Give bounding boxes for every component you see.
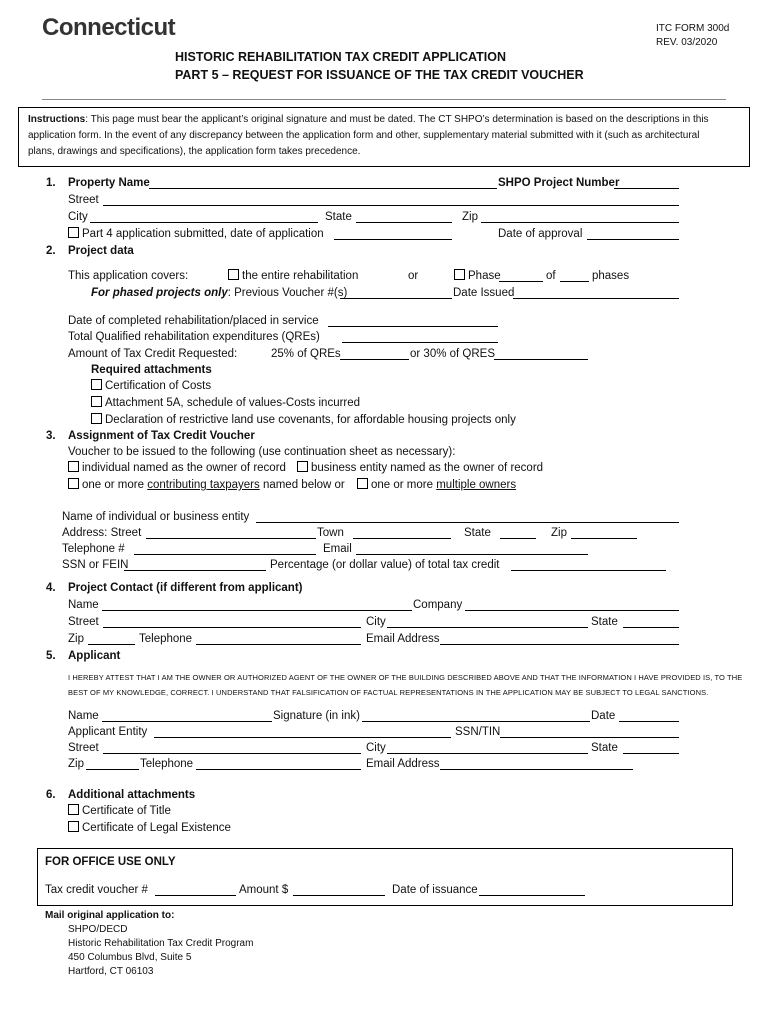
certificate-legal-option[interactable]: Certificate of Legal Existence [68, 821, 231, 835]
contributing-taxpayers-option[interactable]: one or more contributing taxpayers named below or [68, 478, 345, 492]
attachment-covenants[interactable]: Declaration of restrictive land use covenants, for affordable housing projects only [91, 413, 516, 427]
mail-line-3: 450 Columbus Blvd, Suite 5 [68, 952, 192, 963]
shpo-project-number-label: SHPO Project Number [498, 177, 620, 189]
section-3-number: 3. [46, 430, 56, 442]
business-entity-option[interactable]: business entity named as the owner of record [297, 461, 543, 475]
required-attachments-heading: Required attachments [91, 364, 212, 376]
part4-date-field[interactable] [334, 239, 452, 240]
zip-field[interactable] [481, 222, 679, 223]
phase-number-field[interactable] [499, 281, 543, 282]
contact-email-label: Email Address [366, 633, 440, 645]
office-use-heading: FOR OFFICE USE ONLY [45, 856, 176, 868]
multiple-owners-option[interactable]: one or more multiple owners [357, 478, 516, 492]
office-amount-label: Amount $ [239, 884, 289, 896]
date-completed-field[interactable] [328, 326, 498, 327]
company-label: Company [413, 599, 463, 611]
property-name-field[interactable] [149, 188, 497, 189]
contact-street-field[interactable] [103, 627, 361, 628]
contact-zip-label: Zip [68, 633, 84, 645]
phase-total-field[interactable] [560, 281, 589, 282]
voucher-issued-to-text: Voucher to be issued to the following (use continuation sheet as necessary): [68, 446, 456, 458]
name-individual-field[interactable] [256, 522, 679, 523]
form-revision: REV. 03/2020 [656, 37, 718, 48]
company-field[interactable] [465, 610, 679, 611]
certificate-title-checkbox[interactable] [68, 804, 79, 815]
applicant-name-field[interactable] [102, 721, 272, 722]
contact-state-label: State [591, 616, 618, 628]
phase-checkbox[interactable] [454, 269, 465, 280]
phases-text: phases [592, 270, 630, 282]
contact-name-field[interactable] [102, 610, 412, 611]
business-entity-checkbox[interactable] [297, 461, 308, 472]
date-of-approval-field[interactable] [587, 239, 679, 240]
applicant-telephone-label: Telephone [140, 758, 194, 770]
contact-telephone-field[interactable] [196, 644, 361, 645]
contact-telephone-label: Telephone [139, 633, 193, 645]
additional-attachments-heading: Additional attachments [68, 789, 196, 801]
form-title: HISTORIC REHABILITATION TAX CREDIT APPLICATION [175, 50, 507, 64]
individual-owner-option[interactable]: individual named as the owner of record [68, 461, 286, 475]
project-data-heading: Project data [68, 245, 134, 257]
pct30-label: or 30% of QRES [410, 348, 496, 360]
date-of-approval-label: Date of approval [498, 228, 583, 240]
connecticut-logo: Connecticut [42, 14, 176, 41]
contributing-taxpayers-checkbox[interactable] [68, 478, 79, 489]
percentage-field[interactable] [511, 570, 666, 571]
date-issued-label: Date Issued [453, 287, 515, 299]
mail-to-label: Mail original application to: [45, 910, 175, 921]
email-label: Email [323, 543, 352, 555]
attachment-cost-cert[interactable]: Certification of Costs [91, 379, 211, 393]
phase-option[interactable]: Phase [454, 269, 501, 283]
section-2-number: 2. [46, 245, 56, 257]
certificate-legal-checkbox[interactable] [68, 821, 79, 832]
covenants-checkbox[interactable] [91, 413, 102, 424]
header-divider [42, 99, 726, 100]
applicant-street-field[interactable] [103, 753, 361, 754]
contact-city-label: City [366, 616, 386, 628]
contact-zip-field[interactable] [88, 644, 135, 645]
assign-state-label: State [464, 527, 491, 539]
phased-projects-row: For phased projects only: Previous Voucher #(s) [91, 287, 348, 299]
street-label: Street [68, 194, 99, 206]
or-text: or [408, 270, 419, 282]
form-number: ITC FORM 300d [656, 23, 730, 34]
amount-requested-label: Amount of Tax Credit Requested: [68, 348, 238, 360]
applicant-state-label: State [591, 742, 618, 754]
certificate-title-option[interactable]: Certificate of Title [68, 804, 171, 818]
attachment-5a[interactable]: Attachment 5A, schedule of values-Costs incurred [91, 396, 360, 410]
shpo-project-number-field[interactable] [614, 188, 679, 189]
part4-checkbox[interactable] [68, 227, 79, 238]
city-label: City [68, 211, 88, 223]
form-subtitle: PART 5 – REQUEST FOR ISSUANCE OF THE TAX CREDIT VOUCHER [175, 68, 584, 82]
mail-line-4: Hartford, CT 06103 [68, 966, 154, 977]
applicant-city-field[interactable] [387, 753, 588, 754]
attachment-5a-checkbox[interactable] [91, 396, 102, 407]
name-individual-label: Name of individual or business entity [62, 511, 250, 523]
date-completed-label: Date of completed rehabilitation/placed in service [68, 315, 319, 327]
signature-field[interactable] [362, 721, 590, 722]
town-label: Town [317, 527, 344, 539]
instructions-line-1: Instructions: This page must bear the applicant’s original signature and must be dated. The CT SHPO’s determination is based on the descriptions in this [28, 114, 709, 125]
contact-state-field[interactable] [623, 627, 679, 628]
pct25-field[interactable] [340, 359, 409, 360]
applicant-telephone-field[interactable] [196, 769, 361, 770]
applicant-email-label: Email Address [366, 758, 440, 770]
pct25-label: 25% of QREs [271, 348, 341, 360]
section-5-number: 5. [46, 650, 56, 662]
cost-cert-checkbox[interactable] [91, 379, 102, 390]
pct30-field[interactable] [494, 359, 588, 360]
contact-email-field[interactable] [440, 644, 679, 645]
telephone-label: Telephone # [62, 543, 125, 555]
total-qre-label: Total Qualified rehabilitation expenditures (QREs) [68, 331, 320, 343]
assign-zip-label: Zip [551, 527, 567, 539]
contact-name-label: Name [68, 599, 99, 611]
entire-rehab-option[interactable]: the entire rehabilitation [228, 269, 358, 283]
mail-line-1: SHPO/DECD [68, 924, 128, 935]
application-covers-label: This application covers: [68, 270, 189, 282]
street-field[interactable] [103, 205, 679, 206]
town-field[interactable] [353, 538, 451, 539]
date-issued-field[interactable] [513, 298, 679, 299]
state-label: State [325, 211, 352, 223]
property-name-label: Property Name [68, 177, 150, 189]
signature-label: Signature (in ink) [273, 710, 360, 722]
section-6-number: 6. [46, 789, 56, 801]
project-contact-heading: Project Contact (if different from applicant) [68, 582, 303, 594]
previous-voucher-field[interactable] [340, 298, 452, 299]
multiple-owners-checkbox[interactable] [357, 478, 368, 489]
section-1-number: 1. [46, 177, 56, 189]
applicant-zip-field[interactable] [86, 769, 139, 770]
assign-zip-field[interactable] [571, 538, 637, 539]
email-field[interactable] [356, 554, 588, 555]
ssn-tin-field[interactable] [500, 737, 679, 738]
ssn-fein-field[interactable] [124, 570, 266, 571]
mail-line-2: Historic Rehabilitation Tax Credit Program [68, 938, 254, 949]
section-4-number: 4. [46, 582, 56, 594]
applicant-date-field[interactable] [619, 721, 679, 722]
telephone-field[interactable] [134, 554, 316, 555]
percentage-label: Percentage (or dollar value) of total tax credit [270, 559, 500, 571]
contact-street-label: Street [68, 616, 99, 628]
address-street-label: Address: Street [62, 527, 142, 539]
address-street-field[interactable] [146, 538, 316, 539]
of-text: of [546, 270, 556, 282]
total-qre-field[interactable] [342, 342, 498, 343]
zip-label: Zip [462, 211, 478, 223]
date-of-issuance-label: Date of issuance [392, 884, 478, 896]
contact-city-field[interactable] [387, 627, 588, 628]
instructions-line-3: plans, drawings and specifications), the application form takes precedence. [28, 146, 361, 157]
part4-submitted-checkbox-row[interactable]: Part 4 application submitted, date of application [68, 227, 324, 241]
attestation-line-2: BEST OF MY KNOWLEDGE, CORRECT. I UNDERSTAND THAT FALSIFICATION OF FACTUAL REPRESENTATIONS IN THE APPLICATION MAY BE SUBJECT TO LEGAL SANCTIONS. [68, 688, 709, 697]
ssn-tin-label: SSN/TIN [455, 726, 501, 738]
applicant-entity-label: Applicant Entity [68, 726, 148, 738]
assign-state-field[interactable] [500, 538, 536, 539]
applicant-city-label: City [366, 742, 386, 754]
applicant-street-label: Street [68, 742, 99, 754]
instructions-line-2: application form. In the event of any discrepancy between the application form and other, supplementary material submitted with it (such as architectural [28, 130, 700, 141]
applicant-state-field[interactable] [623, 753, 679, 754]
tax-credit-voucher-label: Tax credit voucher # [45, 884, 148, 896]
office-amount-field[interactable] [293, 895, 385, 896]
assignment-heading: Assignment of Tax Credit Voucher [68, 430, 255, 442]
tax-credit-voucher-field[interactable] [155, 895, 236, 896]
attestation-line-1: I HEREBY ATTEST THAT I AM THE OWNER OR AUTHORIZED AGENT OF THE OWNER OF THE BUILDING DESCRIBED ABOVE AND THAT THE INFORMATION I HAVE PROVIDED IS, TO THE [68, 673, 743, 682]
applicant-email-field[interactable] [440, 769, 633, 770]
ssn-fein-label: SSN or FEIN [62, 559, 129, 571]
applicant-zip-label: Zip [68, 758, 84, 770]
applicant-name-label: Name [68, 710, 99, 722]
individual-owner-checkbox[interactable] [68, 461, 79, 472]
date-of-issuance-field[interactable] [479, 895, 585, 896]
entire-rehab-checkbox[interactable] [228, 269, 239, 280]
city-field[interactable] [90, 222, 318, 223]
applicant-entity-field[interactable] [154, 737, 451, 738]
state-field[interactable] [356, 222, 452, 223]
applicant-heading: Applicant [68, 650, 121, 662]
applicant-date-label: Date [591, 710, 616, 722]
